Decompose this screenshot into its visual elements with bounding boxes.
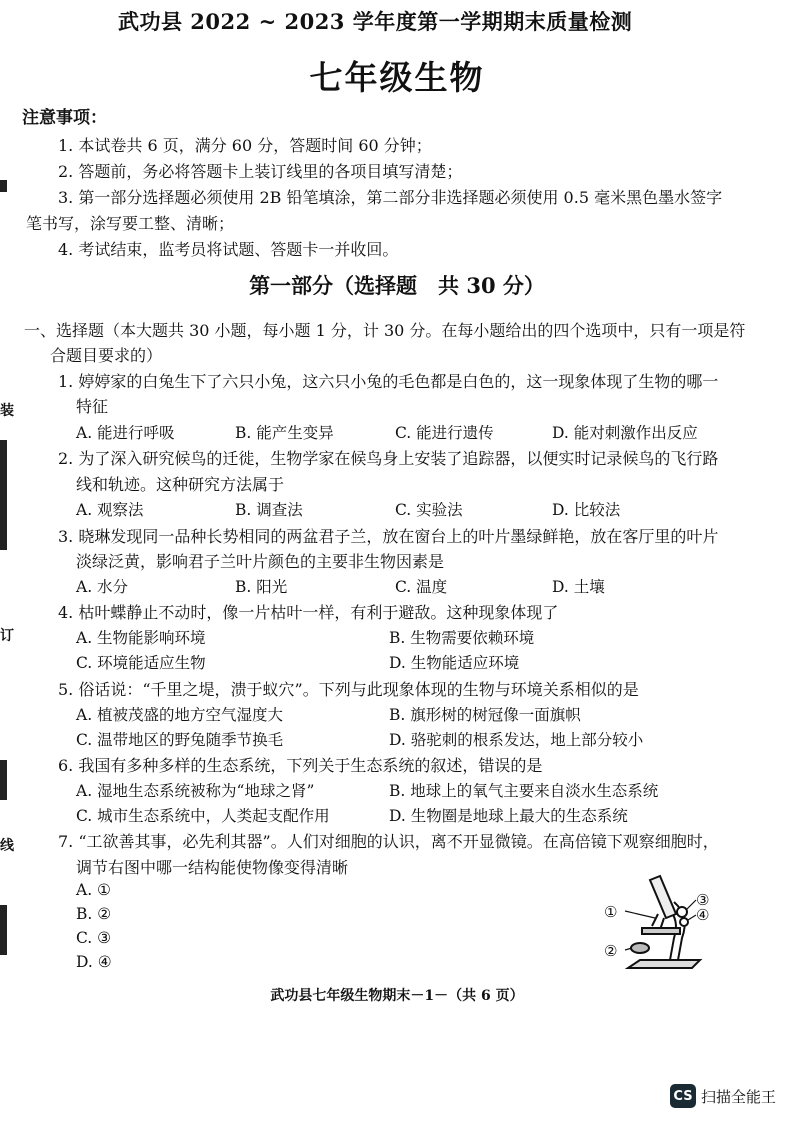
option-a: A. 植被茂盛的地方空气湿度大 <box>76 706 284 724</box>
option-c: C. 实验法 <box>395 501 463 519</box>
question-stem: 6. 我国有多种多样的生态系统，下列关于生态系统的叙述，错误的是 <box>58 756 543 775</box>
option-d: D. ④ <box>76 953 112 971</box>
option-d: D. 能对刺激作出反应 <box>552 424 698 442</box>
question-stem: 淡绿泛黄，影响君子兰叶片颜色的主要非生物因素是 <box>76 552 445 571</box>
question-stem: 1. 婷婷家的白兔生下了六只小兔，这六只小兔的毛色都是白色的，这一现象体现了生物的哪一 <box>58 372 719 391</box>
option-c: C. 能进行遗传 <box>395 424 494 442</box>
question-stem: 特征 <box>76 397 109 416</box>
figure-label-1: ① <box>604 903 618 921</box>
figure-label-3: ③ <box>696 891 710 909</box>
option-c: C. 环境能适应生物 <box>76 654 206 672</box>
part-one-title: 第一部分（选择题 共 30 分） <box>249 273 545 298</box>
page-footer: 武功县七年级生物期末－1－（共 6 页） <box>270 988 524 1004</box>
option-c: C. ③ <box>76 929 112 947</box>
question-stem: 3. 晓琳发现同一品种长势相同的两盆君子兰，放在窗台上的叶片墨绿鲜艳，放在客厅里的叶片 <box>58 527 719 546</box>
figure-label-4: ④ <box>696 906 710 924</box>
margin-char-ding: 订 <box>0 628 14 644</box>
option-b: B. 调查法 <box>235 501 303 519</box>
binding-edge-mark <box>0 440 7 550</box>
camscanner-logo-icon: CS <box>670 1084 696 1108</box>
option-b: B. 阳光 <box>235 578 288 596</box>
binding-edge-mark <box>0 760 7 800</box>
subject-title: 七年级生物 <box>309 58 485 97</box>
note-item: 2. 答题前，务必将答题卡上装订线里的各项目填写清楚； <box>58 162 463 181</box>
watermark-text: 扫描全能王 <box>700 1087 776 1106</box>
binding-edge-mark <box>0 905 7 955</box>
option-a: A. 观察法 <box>76 501 144 519</box>
note-item: 1. 本试卷共 6 页，满分 60 分，答题时间 60 分钟； <box>58 136 432 155</box>
option-d: D. 土壤 <box>552 578 605 596</box>
option-d: D. 生物能适应环境 <box>389 654 520 672</box>
question-stem: 4. 枯叶蝶静止不动时，像一片枯叶一样，有利于避敌。这种现象体现了 <box>58 603 559 622</box>
option-c: C. 温带地区的野兔随季节换毛 <box>76 731 284 749</box>
microscope-figure <box>600 868 720 978</box>
question-stem: 7. “工欲善其事，必先利其器”。人们对细胞的认识，离不开显微镜。在高倍镜下观察细胞时， <box>58 832 719 851</box>
option-a: A. 生物能影响环境 <box>76 629 206 647</box>
exam-title: 武功县 2022 ~ 2023 学年度第一学期期末质量检测 <box>118 9 633 34</box>
section-instruction: 一、选择题（本大题共 30 小题，每小题 1 分，计 30 分。在每小题给出的四个选项中，只有一项是符 <box>24 321 746 340</box>
question-stem: 5. 俗话说：“千里之堤，溃于蚁穴”。下列与此现象体现的生物与环境关系相似的是 <box>58 680 639 699</box>
notes-heading: 注意事项： <box>22 108 107 128</box>
binding-edge-mark <box>0 180 7 192</box>
scanner-watermark <box>670 1084 776 1108</box>
option-a: A. 水分 <box>76 578 129 596</box>
figure-label-2: ② <box>604 942 618 960</box>
note-item: 笔书写，涂写要工整、清晰； <box>26 214 235 233</box>
note-item: 4. 考试结束，监考员将试题、答题卡一并收回。 <box>58 240 399 259</box>
option-c: C. 城市生态系统中，人类起支配作用 <box>76 807 330 825</box>
option-b: B. ② <box>76 905 112 923</box>
option-b: B. 能产生变异 <box>235 424 334 442</box>
option-a: A. 湿地生态系统被称为“地球之肾” <box>76 782 315 800</box>
note-item: 3. 第一部分选择题必须使用 2B 铅笔填涂，第二部分非选择题必须使用 0.5 毫米黑色墨水签字 <box>58 188 723 207</box>
section-instruction: 合题目要求的） <box>50 346 163 365</box>
option-a: A. ① <box>76 881 111 899</box>
option-d: D. 骆驼刺的根系发达，地上部分较小 <box>389 731 644 749</box>
option-c: C. 温度 <box>395 578 448 596</box>
margin-char-zhuang: 装 <box>0 403 14 419</box>
question-stem: 调节右图中哪一结构能使物像变得清晰 <box>76 858 349 877</box>
option-d: D. 比较法 <box>552 501 621 519</box>
option-b: B. 地球上的氧气主要来自淡水生态系统 <box>389 782 659 800</box>
option-d: D. 生物圈是地球上最大的生态系统 <box>389 807 628 825</box>
option-b: B. 生物需要依赖环境 <box>389 629 535 647</box>
option-a: A. 能进行呼吸 <box>76 424 175 442</box>
question-stem: 2. 为了深入研究候鸟的迁徙，生物学家在候鸟身上安装了追踪器，以便实时记录候鸟的飞行路 <box>58 449 719 468</box>
question-stem: 线和轨迹。这种研究方法属于 <box>76 475 285 494</box>
margin-char-xian: 线 <box>0 838 14 854</box>
option-b: B. 旗形树的树冠像一面旗帜 <box>389 706 581 724</box>
